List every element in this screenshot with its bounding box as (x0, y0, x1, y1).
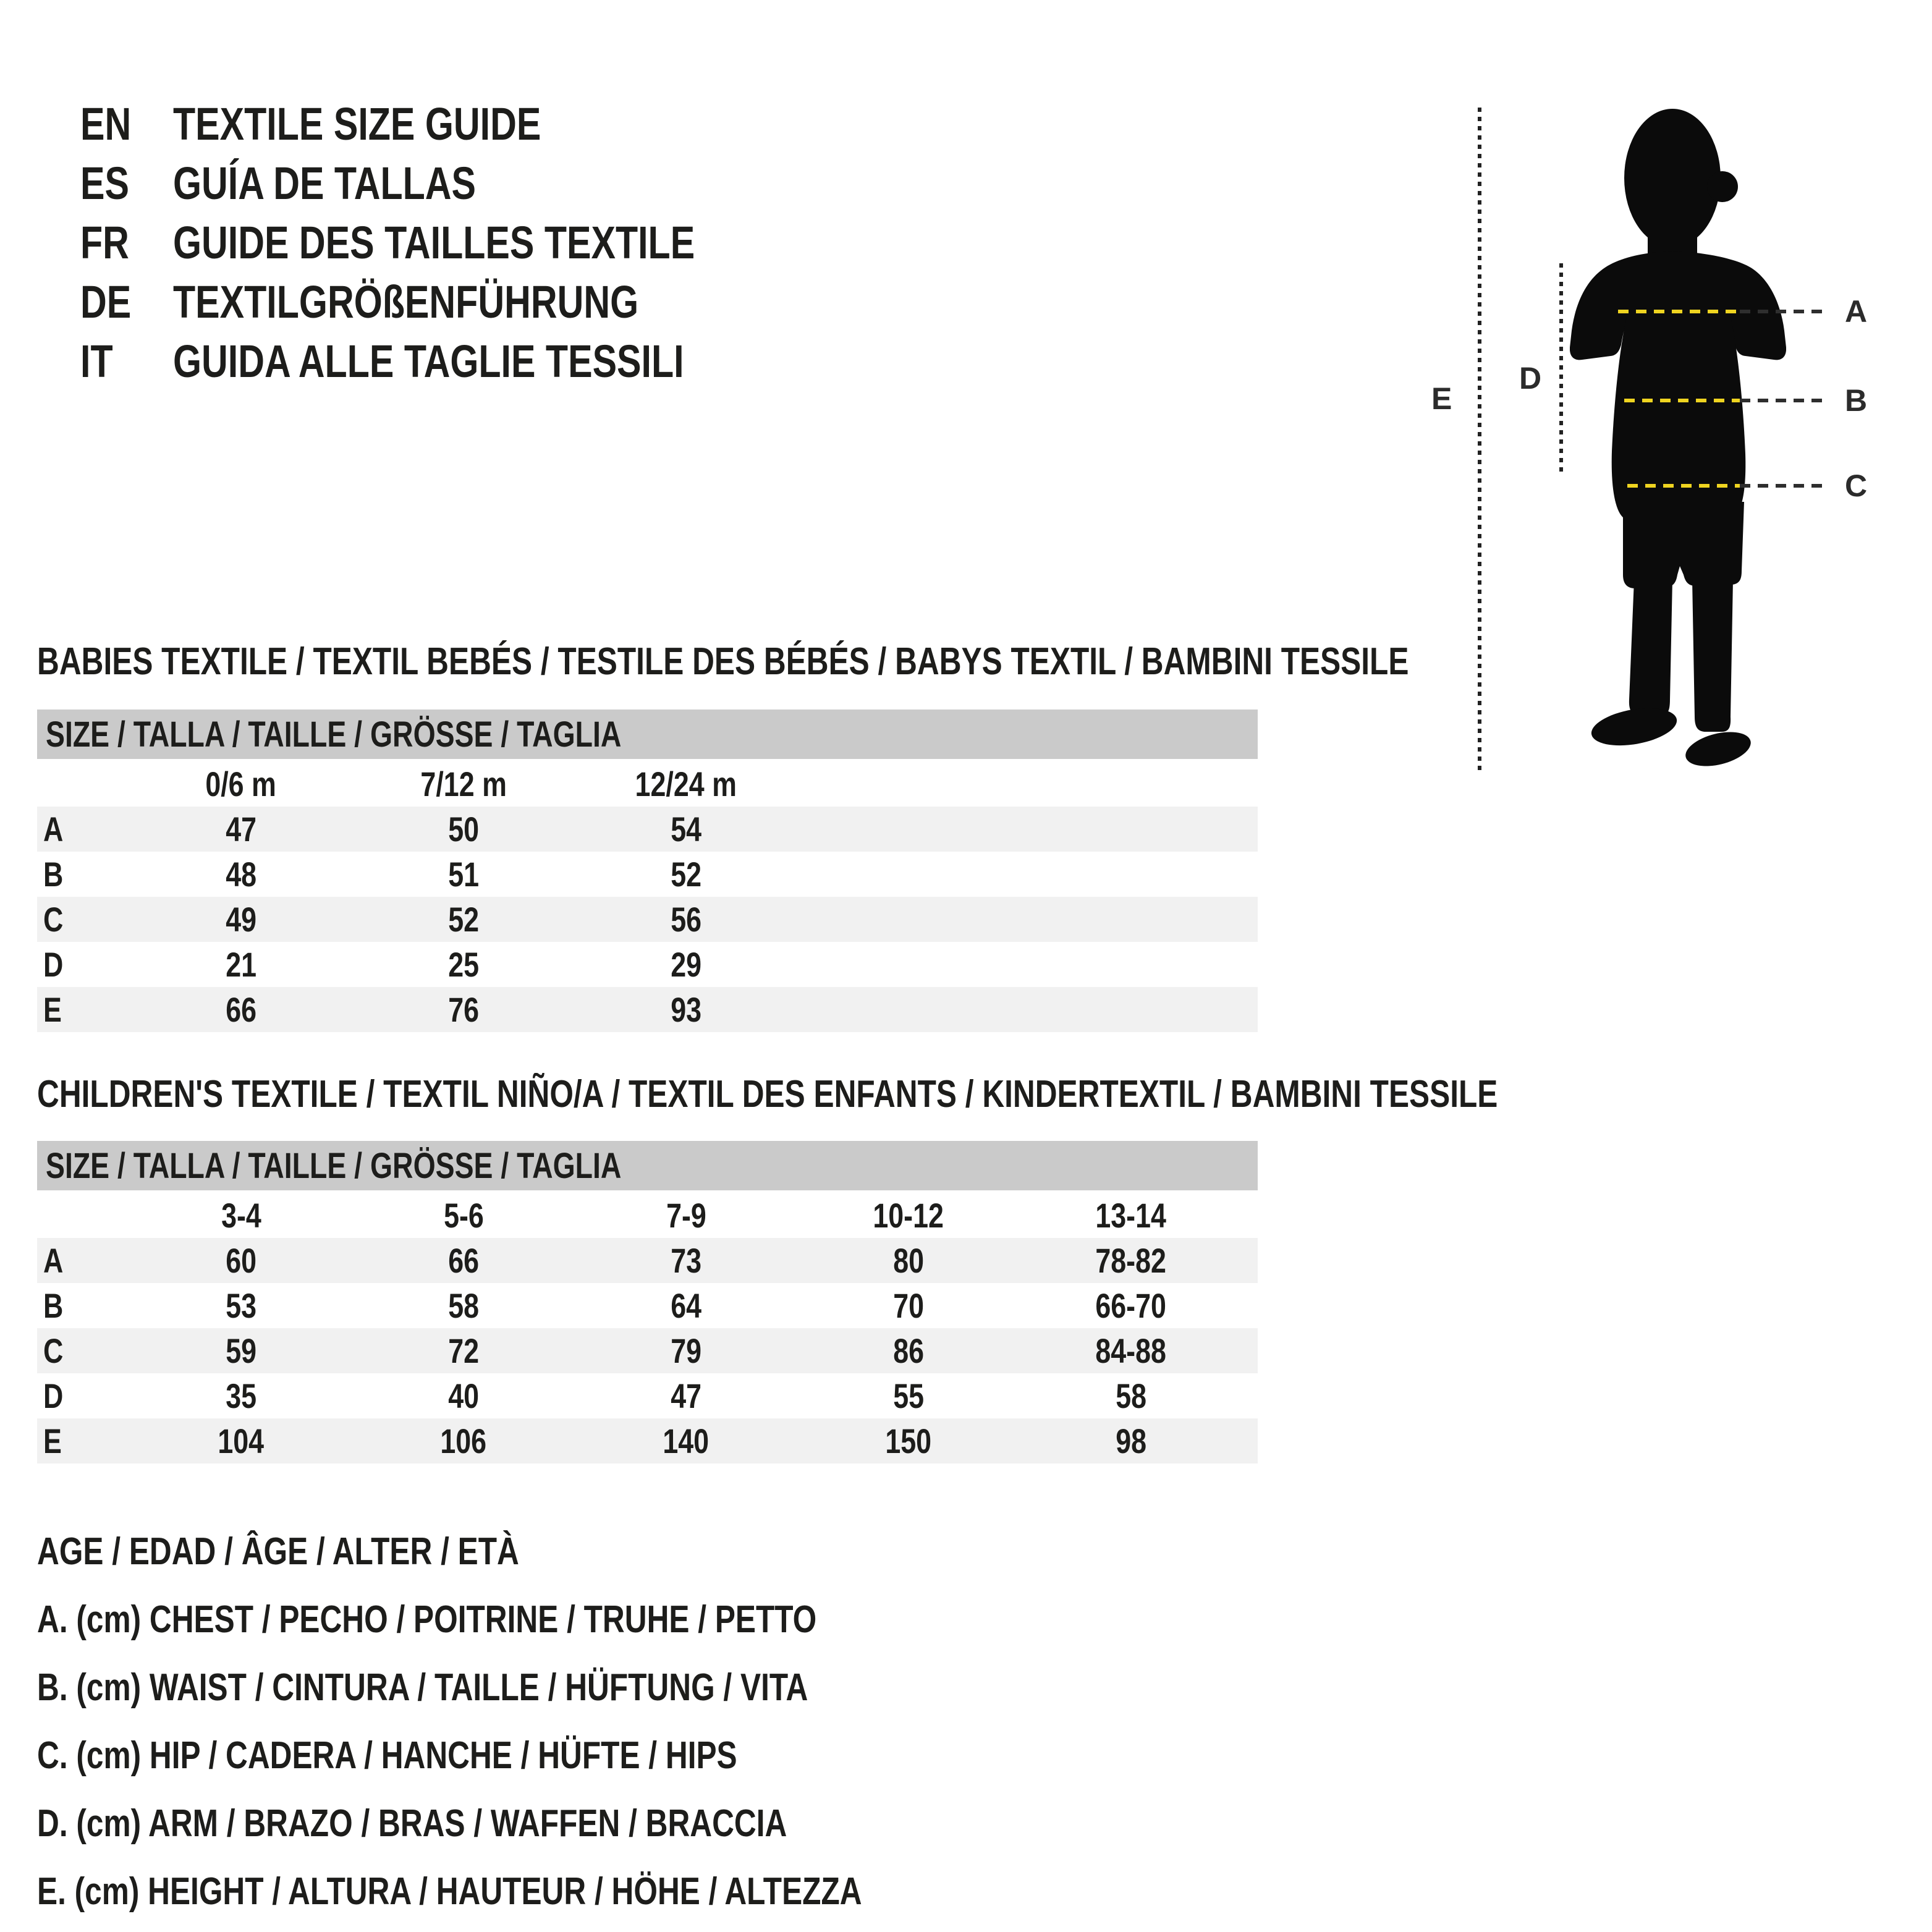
cell: 59 (226, 1331, 256, 1370)
column-header: 3-4 (221, 1196, 261, 1235)
cell: 51 (448, 855, 479, 894)
language-code: DE (80, 276, 132, 328)
row-label: C (43, 900, 64, 939)
cell: 58 (1116, 1376, 1146, 1415)
legend-line-waist: B. (cm) WAIST / CINTURA / TAILLE / HÜFTUNG / VITA (37, 1666, 808, 1709)
table-row (37, 897, 1258, 942)
cell: 66 (226, 990, 256, 1029)
cell: 70 (893, 1286, 924, 1325)
measure-label-e: E (1431, 381, 1452, 416)
silhouette-shorts (1623, 502, 1744, 588)
cell: 86 (893, 1331, 924, 1370)
children-column-header-row (37, 1193, 1258, 1238)
cell: 104 (218, 1421, 265, 1460)
measure-label-d: D (1519, 361, 1542, 396)
cell: 29 (671, 945, 701, 984)
legend-line-chest: A. (cm) CHEST / PECHO / POITRINE / TRUHE / PETTO (37, 1598, 817, 1641)
babies-size-header-bar: SIZE / TALLA / TAILLE / GRÖSSE / TAGLIA (37, 710, 1258, 759)
cell: 56 (671, 900, 701, 939)
babies-column-header-row (37, 761, 1258, 807)
cell: 64 (671, 1286, 701, 1325)
table-row (37, 942, 1258, 987)
cell: 73 (671, 1241, 701, 1280)
legend-line-age: AGE / EDAD / ÂGE / ALTER / ETÀ (37, 1530, 519, 1573)
cell: 80 (893, 1241, 924, 1280)
row-label: A (43, 1241, 64, 1280)
cell: 35 (226, 1376, 256, 1415)
children-heading: CHILDREN'S TEXTILE / TEXTIL NIÑO/A / TEXTIL DES ENFANTS / KINDERTEXTIL / BAMBINI TESSILE (37, 1073, 1498, 1116)
cell: 21 (226, 945, 256, 984)
children-size-header-bar: SIZE / TALLA / TAILLE / GRÖSSE / TAGLIA (37, 1141, 1258, 1190)
column-header: 0/6 m (205, 765, 277, 803)
column-header: 12/24 m (635, 765, 737, 803)
row-label: B (43, 1286, 64, 1325)
table-row (37, 1373, 1258, 1418)
cell: 53 (226, 1286, 256, 1325)
cell: 47 (671, 1376, 701, 1415)
language-code: EN (80, 98, 132, 150)
measure-label-a: A (1845, 294, 1868, 329)
cell: 54 (671, 810, 701, 849)
language-title: GUIDA ALLE TAGLIE TESSILI (173, 336, 684, 387)
column-header: 13-14 (1095, 1196, 1167, 1235)
table-row (37, 1283, 1258, 1328)
row-label: E (43, 990, 62, 1029)
column-header: 7-9 (666, 1196, 706, 1235)
cell: 48 (226, 855, 256, 894)
cell: 76 (448, 990, 479, 1029)
language-code: FR (80, 217, 129, 268)
cell: 50 (448, 810, 479, 849)
silhouette-right-foot (1682, 726, 1755, 773)
legend-line-hip: C. (cm) HIP / CADERA / HANCHE / HÜFTE / HIPS (37, 1734, 737, 1777)
language-code: ES (80, 158, 129, 209)
legend-line-arm: D. (cm) ARM / BRAZO / BRAS / WAFFEN / BRACCIA (37, 1802, 787, 1845)
cell: 84-88 (1095, 1331, 1167, 1370)
cell: 25 (448, 945, 479, 984)
language-title: GUIDE DES TAILLES TEXTILE (173, 217, 695, 268)
row-label: E (43, 1421, 62, 1460)
column-header: 5-6 (443, 1196, 484, 1235)
column-header: 7/12 m (420, 765, 507, 803)
table-row (37, 852, 1258, 897)
cell: 72 (448, 1331, 479, 1370)
cell: 98 (1116, 1421, 1146, 1460)
cell: 47 (226, 810, 256, 849)
waist-line-yellow (1624, 399, 1740, 402)
legend-line-height: E. (cm) HEIGHT / ALTURA / HAUTEUR / HÖHE / ALTEZZA (37, 1870, 862, 1913)
measure-label-c: C (1845, 468, 1868, 503)
cell: 60 (226, 1241, 256, 1280)
silhouette-torso (1612, 309, 1746, 519)
cell: 140 (663, 1421, 710, 1460)
cell: 150 (885, 1421, 932, 1460)
cell: 58 (448, 1286, 479, 1325)
measure-label-b: B (1845, 383, 1868, 418)
table-row (37, 987, 1258, 1032)
table-row (37, 1418, 1258, 1464)
hip-line-yellow (1627, 484, 1740, 488)
cell: 106 (440, 1421, 487, 1460)
language-title: GUÍA DE TALLAS (173, 158, 477, 209)
table-row (37, 1328, 1258, 1373)
row-label: D (43, 945, 64, 984)
table-row (37, 807, 1258, 852)
cell: 78-82 (1095, 1241, 1167, 1280)
language-title: TEXTILGRÖßENFÜHRUNG (173, 276, 639, 328)
cell: 55 (893, 1376, 924, 1415)
arm-measure-line-d (1559, 263, 1563, 476)
row-label: A (43, 810, 64, 849)
cell: 52 (671, 855, 701, 894)
chest-line-dark (1740, 310, 1826, 313)
hip-line-dark (1740, 484, 1826, 488)
row-label: D (43, 1376, 64, 1415)
column-header: 10-12 (873, 1196, 944, 1235)
table-row (37, 1238, 1258, 1283)
cell: 66-70 (1095, 1286, 1167, 1325)
row-label: C (43, 1331, 64, 1370)
language-code: IT (80, 336, 113, 387)
waist-line-dark (1740, 399, 1826, 402)
babies-heading: BABIES TEXTILE / TEXTIL BEBÉS / TESTILE DES BÉBÉS / BABYS TEXTIL / BAMBINI TESSILE (37, 640, 1409, 683)
chest-line-yellow (1618, 310, 1740, 313)
cell: 49 (226, 900, 256, 939)
cell: 66 (448, 1241, 479, 1280)
row-label: B (43, 855, 64, 894)
cell: 52 (448, 900, 479, 939)
cell: 93 (671, 990, 701, 1029)
cell: 79 (671, 1331, 701, 1370)
cell: 40 (448, 1376, 479, 1415)
language-title: TEXTILE SIZE GUIDE (173, 98, 541, 150)
